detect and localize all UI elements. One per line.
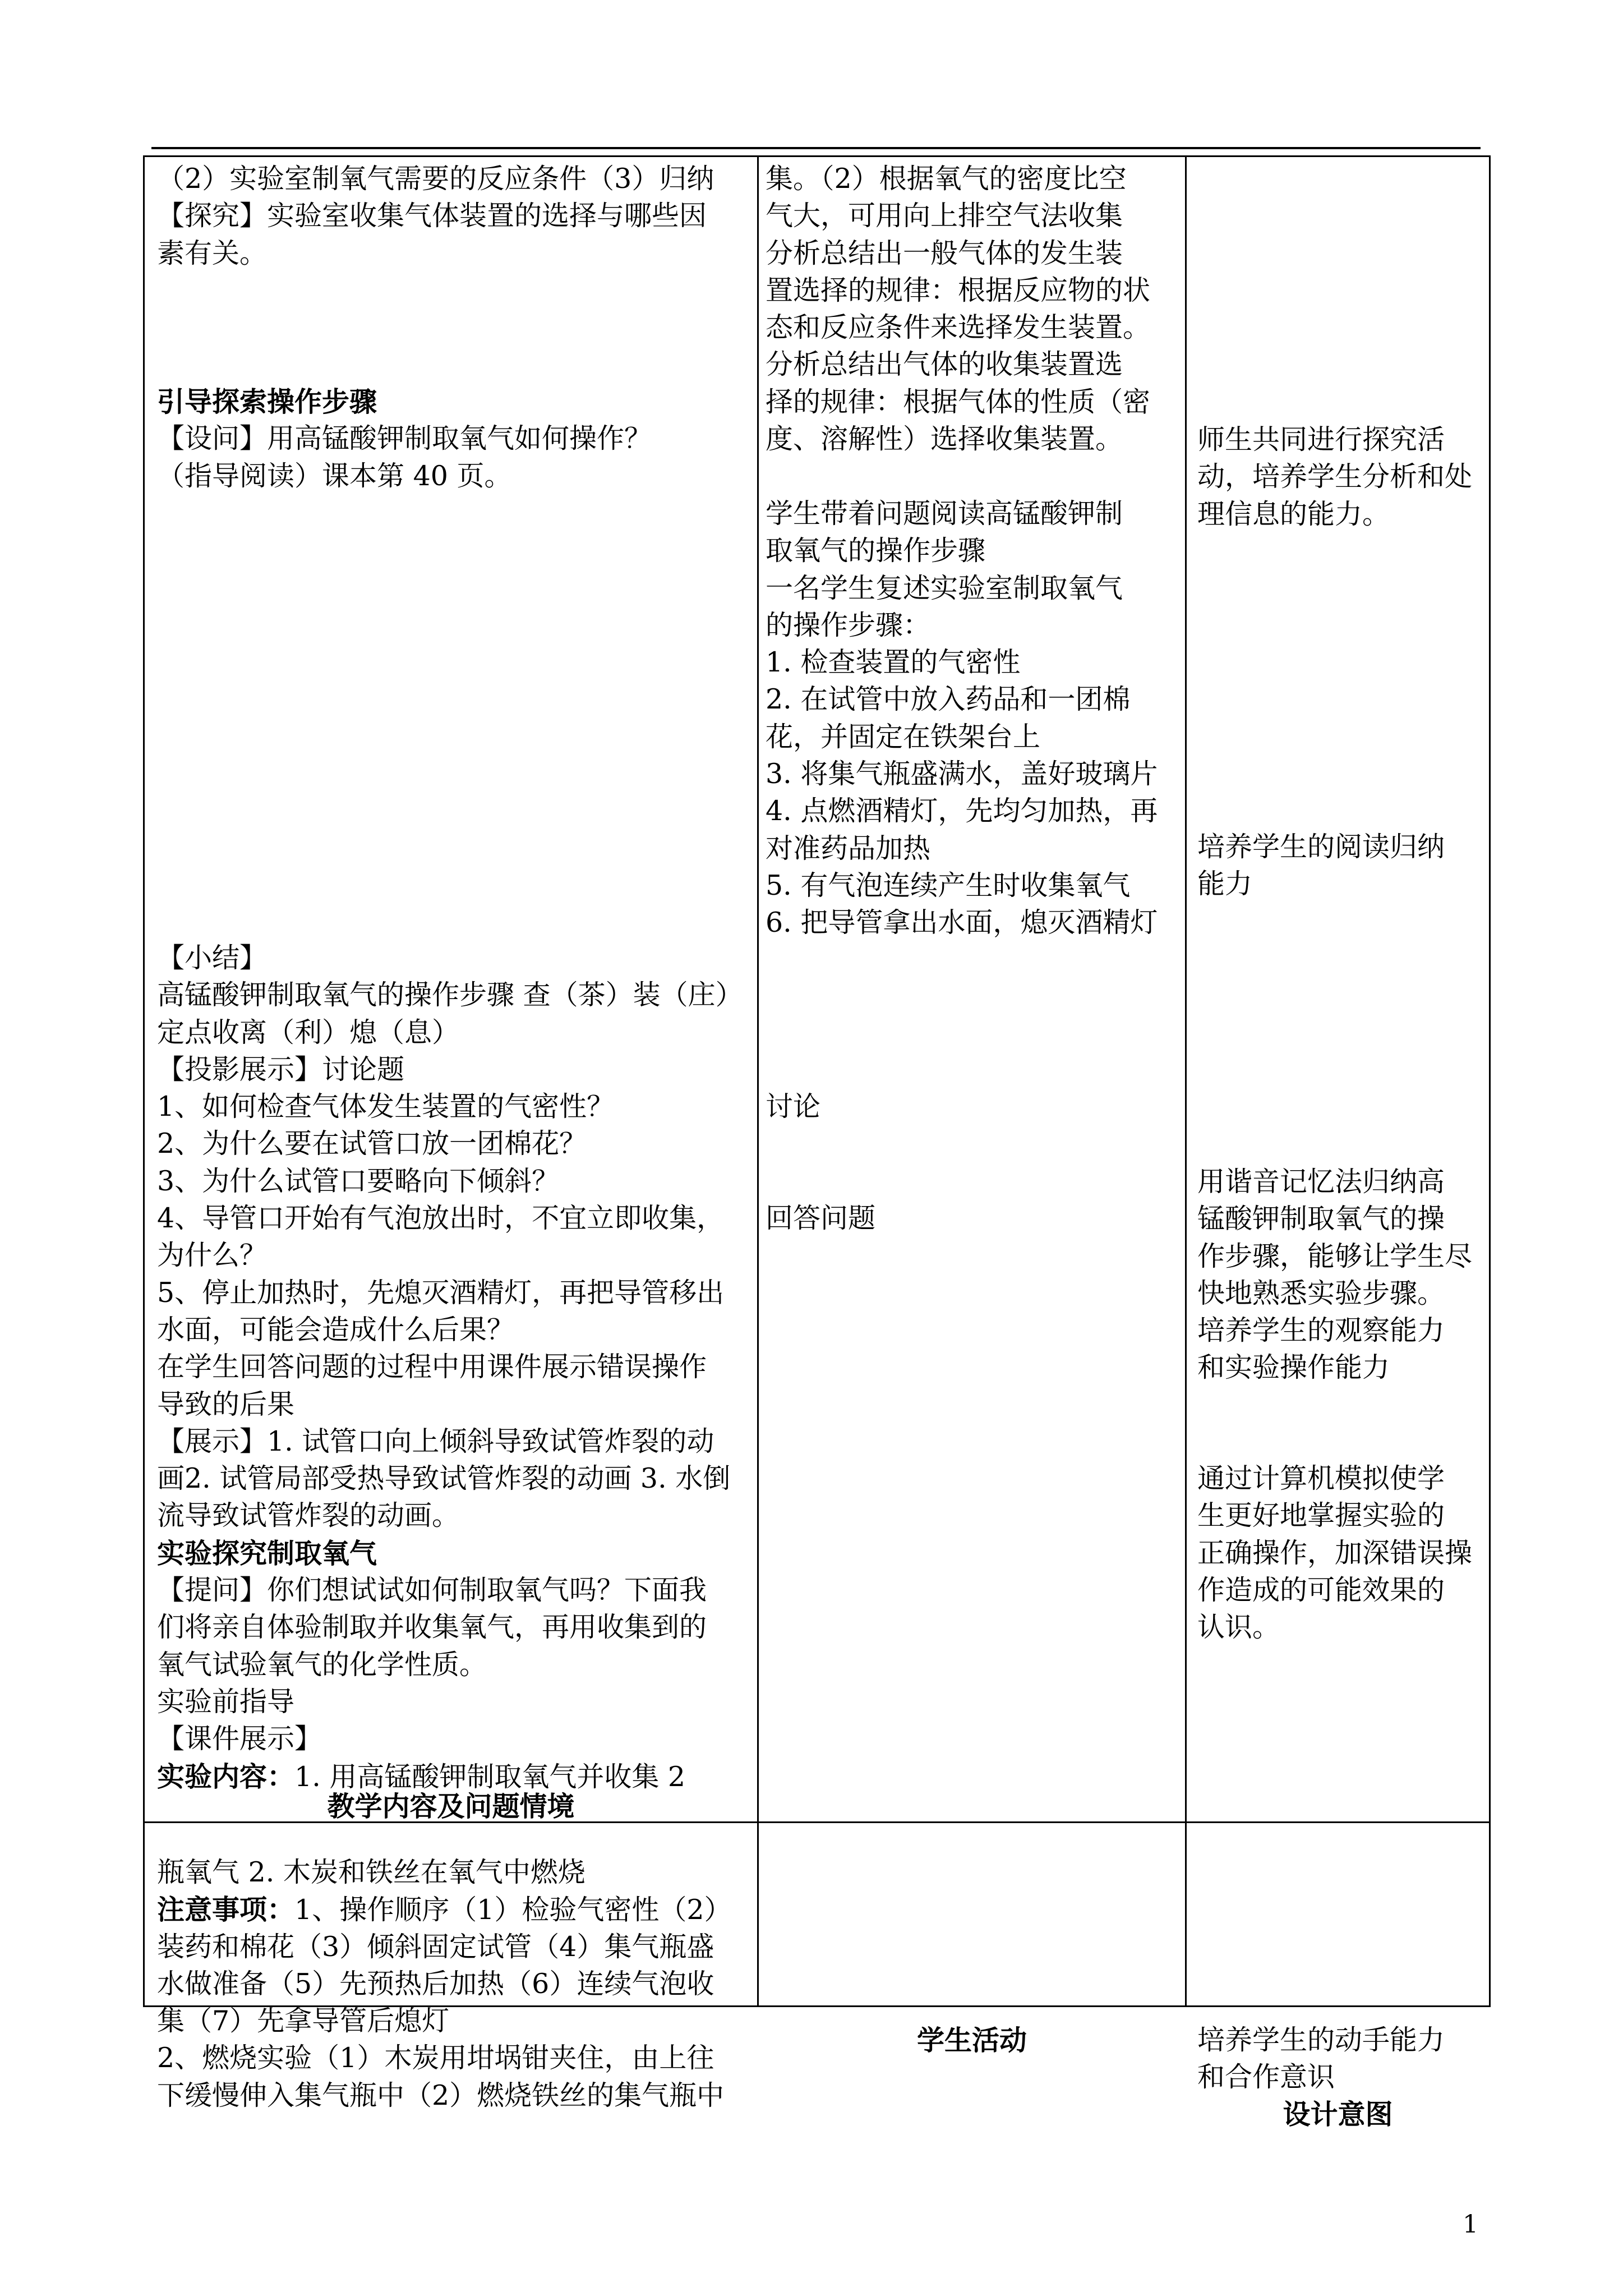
col3-intent-c: 用谐音记忆法归纳高 锰酸钾制取氧气的操 作步骤，能够让学生尽 快地熟悉实验步骤。 培养学生的观察能力 和实验操作能力 [1197, 1166, 1473, 1384]
table-border-left [143, 155, 145, 2007]
section-heading: 引导探索操作步骤 [157, 385, 377, 418]
col3-intent-d: 通过计算机模拟使学 生更好地掌握实验的 正确操作，加深错误操 作造成的可能效果的 认识。 [1197, 1462, 1473, 1644]
column-header-teaching-content: 教学内容及问题情境 [327, 1790, 575, 1823]
col3-intent-b: 培养学生的阅读归纳 能力 [1197, 831, 1445, 900]
header-rule [151, 147, 1481, 149]
notes-label: 注意事项： [157, 1893, 295, 1926]
column-header-student-activity: 学生活动 [916, 2024, 1027, 2056]
content-label: 实验内容： [157, 1760, 295, 1793]
col2-procedure-steps: 学生带着问题阅读高锰酸钾制 取氧气的操作步骤 一名学生复述实验室制取氧气 的操作步骤： 1. 检查装置的气密性 2. 在试管中放入药品和一团棉 花，并固定在铁架台上 3. 将集气瓶盛满水，盖好玻璃片 4. 点燃酒精灯，先均匀加热，再 对准药品加热 5. 有气泡连续产生时收集氧气 6. 把导管拿出水面，熄灭酒精灯 [766, 498, 1158, 939]
page-number: 1 [1463, 2210, 1478, 2239]
col2-discuss: 讨论 [766, 1091, 821, 1122]
col1-summary-discussion: 【小结】 高锰酸钾制取氧气的操作步骤 查（茶）装（庄） 定点收离（利）熄（息） 【投影展示】讨论题 1、如何检查气体发生装置的气密性？ 2、为什么要在试管口放一团棉花？ 3、为什么试管口要略向下倾斜？ 4、导管口开始有气泡放出时，不宜立即收集， 为什么？ 5、停止加热时，先熄灭酒精灯，再把导管移出 水面，可能会造成什么后果？ 在学生回答问题的过程中用课件展示错误操作 导致的后果 【展示】1. 试管口向上倾斜导致试管炸裂的动 画2. 试管局部受热导致试管炸裂的动画 3. 水倒 流导致试管炸裂的动画。 实验探究制取氧气 【提问】你们想试试如何制取氧气吗？下面我 们将亲自体验制取并收集氧气，再用收集到的 氧气试验氧气的化学性质。 实验前指导 【课件展示】 实验内容：1. 用高锰酸钾制取氧气并收集 2 [157, 942, 743, 1793]
section-heading: 实验探究制取氧气 [157, 1536, 377, 1570]
column-divider-1 [757, 155, 759, 2007]
column-header-design-intent: 设计意图 [1283, 2098, 1393, 2131]
part2-col3-text: 培养学生的动手能力 和合作意识 [1197, 2024, 1445, 2093]
col2-analysis-text: 集。（2）根据氧气的密度比空 气大，可用向上排空气法收集 分析总结出一般气体的发生装 置选择的规律：根据反应物的状 态和反应条件来选择发生装置。 分析总结出气体的收集装置选 择的规律：根据气体的性质（密 度、溶解性）选择收集装置。 [766, 163, 1151, 455]
col3-intent-a: 师生共同进行探究活 动，培养学生分析和处 理信息的能力。 [1197, 424, 1473, 530]
part2-col1-text: 瓶氧气 2. 木炭和铁丝在氧气中燃烧 注意事项：1、操作顺序（1）检验气密性（2） 装药和棉花（3）倾斜固定试管（4）集气瓶盛 水做准备（5）先预热后加热（6）连续气泡收 集（7）先拿导管后熄灯 2、燃烧实验（1）木炭用坩埚钳夹住，由上往 下缓慢伸入集气瓶中（2）燃烧铁丝的集气瓶中 [157, 1856, 732, 2111]
table-border-top [143, 155, 1491, 157]
col1-intro-text: （2）实验室制氧气需要的反应条件（3）归纳 【探究】实验室收集气体装置的选择与哪些因 素有关。 [157, 163, 714, 269]
col1-guide-section: 引导探索操作步骤 【设问】用高锰酸钾制取氧气如何操作？ （指导阅读）课本第 40 页。 [157, 383, 652, 495]
table-border-right [1489, 155, 1491, 2007]
column-divider-2 [1185, 155, 1187, 2007]
col2-answer-questions: 回答问题 [766, 1202, 876, 1234]
